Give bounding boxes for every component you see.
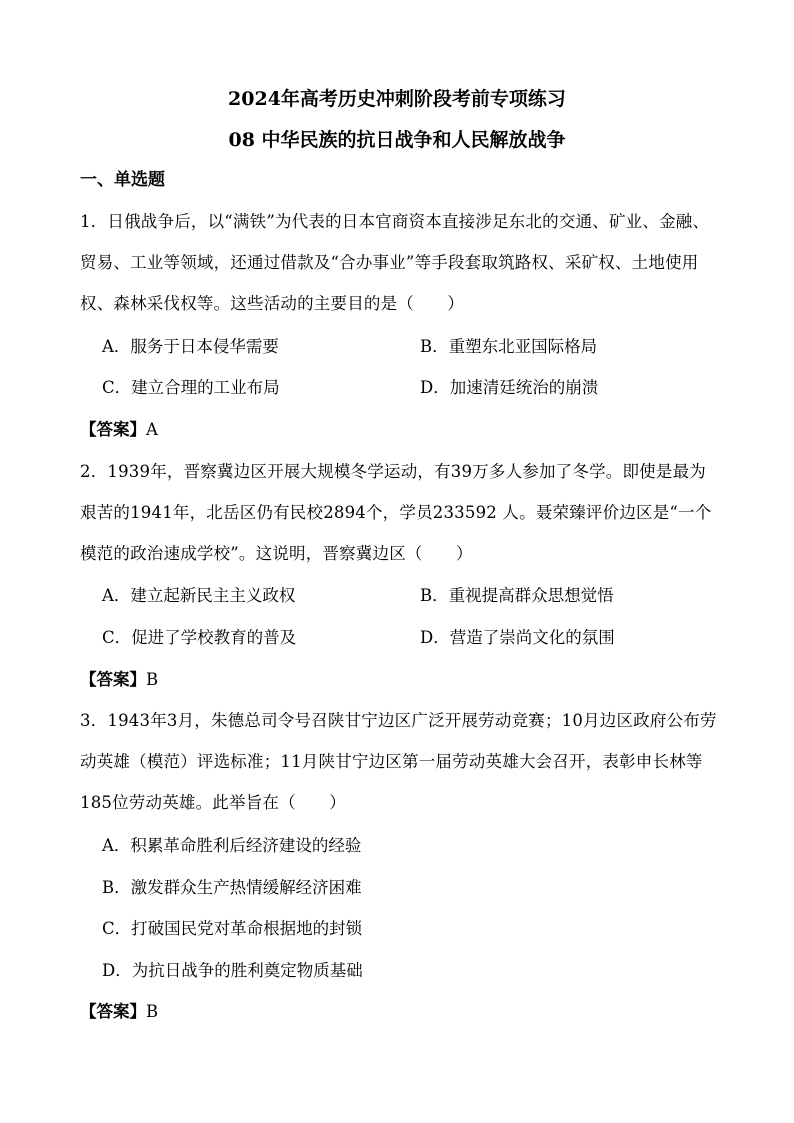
- answer-value: B: [146, 670, 159, 689]
- answer-value: B: [146, 1002, 159, 1021]
- answer-value: A: [146, 420, 158, 439]
- document-title: 2024年高考历史冲刺阶段考前专项练习: [228, 88, 566, 110]
- document-subtitle: 08 中华民族的抗日战争和人民解放战争: [228, 129, 566, 151]
- answer-label: 【答案】: [80, 420, 146, 439]
- question-3-answer: [80, 1000, 158, 1024]
- question-2-answer: [80, 668, 158, 692]
- question-3-option-c: C．打破国民党对革命根据地的封锁: [102, 919, 363, 938]
- question-1-option-b: B．重塑东北亚国际格局: [420, 337, 598, 356]
- question-3-option-d: D．为抗日战争的胜利奠定物质基础: [102, 961, 363, 980]
- question-2-option-d: D．营造了崇尚文化的氛围: [420, 628, 615, 647]
- question-3-stem: 3．1943年3月，朱德总司令号召陕甘宁边区广泛开展劳动竞赛；10月边区政府公布劳动英雄（模范）评选标准；11月陕甘宁边区第一届劳动英雄大会召开，表彰申长林等185位劳动英雄。此举旨在（ ）: [80, 711, 717, 812]
- answer-label: 【答案】: [80, 1002, 146, 1021]
- question-1-option-a: A．服务于日本侵华需要: [102, 337, 279, 356]
- question-2-stem: 2．1939年，晋察冀边区开展大规模冬学运动，有39万多人参加了冬学。即使是最为艰苦的1941年，北岳区仍有民校2894个，学员233592 人。聂荣臻评价边区是“一个模范的政治速成学校”。这说明，晋察冀边区（ ）: [80, 462, 712, 563]
- question-1-answer: [80, 418, 158, 442]
- question-2-option-a: A．建立起新民主主义政权: [102, 586, 296, 605]
- question-1-option-c: C．建立合理的工业布局: [102, 378, 280, 397]
- question-2-option-c: C．促进了学校教育的普及: [102, 628, 297, 647]
- answer-label: 【答案】: [80, 670, 146, 689]
- question-1-option-d: D．加速清廷统治的崩溃: [420, 378, 599, 397]
- question-3-option-a: A．积累革命胜利后经济建设的经验: [102, 836, 362, 855]
- question-1-stem: 1．日俄战争后，以“满铁”为代表的日本官商资本直接涉足东北的交通、矿业、金融、贸易、工业等领域，还通过借款及“合办事业”等手段套取筑路权、采矿权、土地使用权、森林采伐权等。这些活动的主要目的是（ ）: [80, 212, 710, 313]
- section-heading: 一、单选题: [80, 170, 165, 190]
- question-2-option-b: B．重视提高群众思想觉悟: [420, 586, 614, 605]
- question-3-option-b: B．激发群众生产热情缓解经济困难: [102, 878, 362, 897]
